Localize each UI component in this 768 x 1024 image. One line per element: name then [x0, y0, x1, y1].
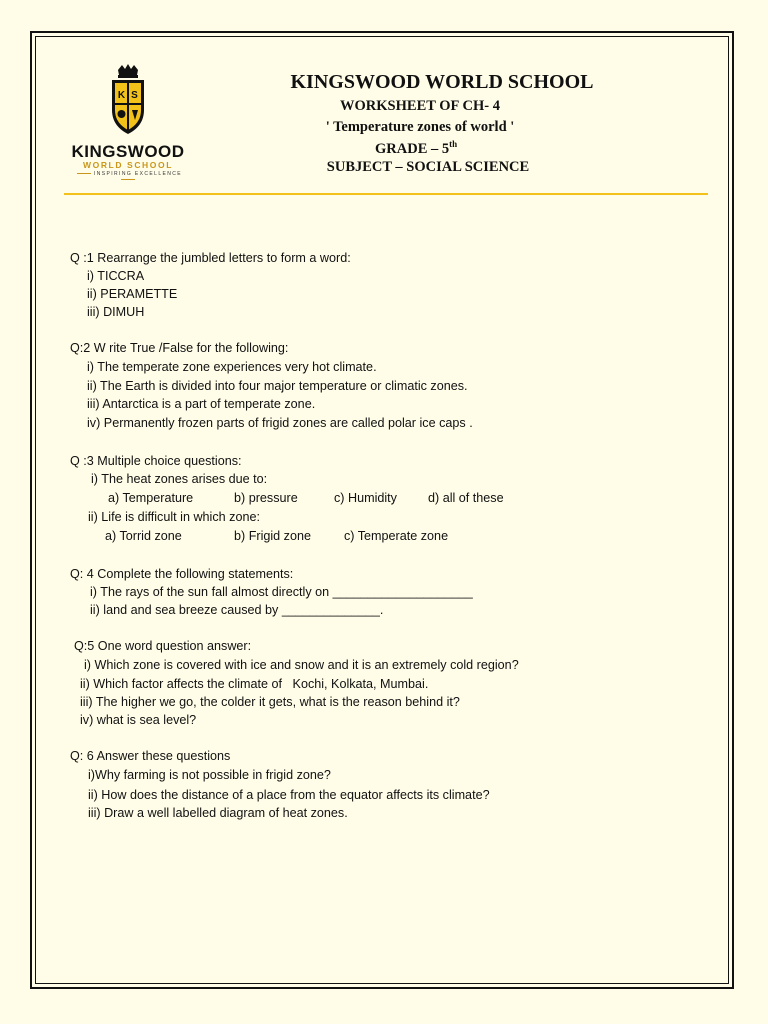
logo-subtitle: WORLD SCHOOL — [82, 160, 174, 170]
q4-item: ii) land and sea breeze caused by ______________. — [90, 603, 384, 617]
q5-item: iv) what is sea level? — [80, 713, 197, 727]
q1-item: iii) DIMUH — [87, 305, 145, 319]
worksheet-topic: ' Temperature zones of world ' — [325, 119, 515, 135]
q5-item: iii) The higher we go, the colder it gets, what is the reason behind it? — [80, 695, 460, 709]
q3-subquestion: i) The heat zones arises due to: — [91, 472, 268, 486]
q4-item: i) The rays of the sun fall almost directly on ____________________ — [90, 585, 473, 599]
q5-title: Q:5 One word question answer: — [74, 639, 252, 653]
logo-tagline: INSPIRING EXCELLENCE — [68, 171, 188, 183]
q1-title: Q :1 Rearrange the jumbled letters to form a word: — [70, 251, 351, 265]
svg-text:S: S — [131, 90, 138, 101]
worksheet-title: WORKSHEET OF CH- 4 — [340, 98, 500, 114]
q2-item: i) The temperate zone experiences very hot climate. — [87, 360, 377, 374]
q1-item: i) TICCRA — [87, 269, 145, 283]
q4-title: Q: 4 Complete the following statements: — [70, 567, 294, 581]
q3-option: c) Humidity — [334, 491, 397, 505]
q6-item: i)Why farming is not possible in frigid zone? — [88, 768, 331, 782]
q5-item: ii) Which factor affects the climate of Kochi, Kolkata, Mumbai. — [80, 677, 429, 691]
q3-option: b) Frigid zone — [234, 529, 311, 543]
logo-wordmark: KINGSWOOD — [71, 142, 185, 161]
subject-line: SUBJECT – SOCIAL SCIENCE — [326, 159, 530, 175]
q6-title: Q: 6 Answer these questions — [70, 749, 231, 763]
q5-item: i) Which zone is covered with ice and snow and it is an extremely cold region? — [84, 658, 519, 672]
grade-text: GRADE – 5 — [375, 140, 450, 157]
q2-item: iv) Permanently frozen parts of frigid zones are called polar ice caps . — [87, 416, 473, 430]
q3-subquestion: ii) Life is difficult in which zone: — [88, 510, 260, 524]
q1-item: ii) PERAMETTE — [87, 287, 178, 301]
q3-option: c) Temperate zone — [344, 529, 449, 543]
q3-option: a) Temperature — [108, 491, 194, 505]
q2-title: Q:2 W rite True /False for the following: — [70, 341, 289, 355]
q2-item: iii) Antarctica is a part of temperate zone. — [87, 397, 316, 411]
grade-superscript: th — [449, 139, 458, 149]
q3-option: a) Torrid zone — [105, 529, 182, 543]
header-divider — [64, 193, 708, 195]
q2-item: ii) The Earth is divided into four major temperature or climatic zones. — [87, 379, 468, 393]
q6-item: iii) Draw a well labelled diagram of heat zones. — [88, 806, 348, 820]
q3-option: b) pressure — [234, 491, 298, 505]
svg-text:K: K — [117, 90, 126, 101]
q6-item: ii) How does the distance of a place from the equator affects its climate? — [88, 788, 490, 802]
grade-line — [375, 139, 457, 158]
school-name: KINGSWOOD WORLD SCHOOL — [290, 71, 594, 93]
q3-option: d) all of these — [428, 491, 504, 505]
crest-icon — [106, 64, 150, 136]
q3-title: Q :3 Multiple choice questions: — [70, 454, 242, 468]
